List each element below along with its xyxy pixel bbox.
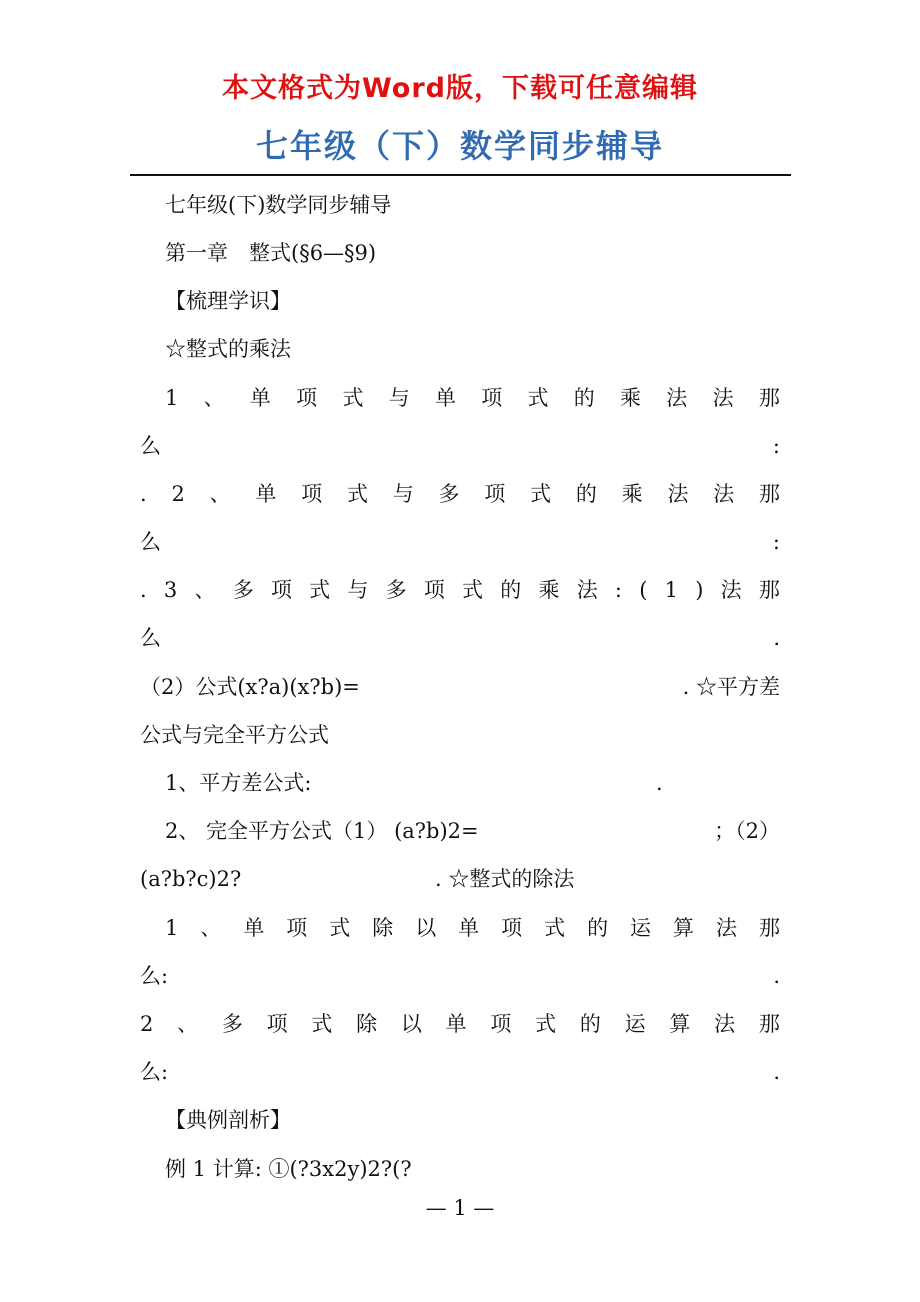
spaced-character: 式 — [462, 578, 484, 602]
spaced-character: 3 — [163, 578, 178, 602]
spaced-character: 式 — [309, 578, 331, 602]
text-fragment: (a?b?c)2? — [140, 867, 242, 891]
spaced-character: 那 — [758, 386, 780, 410]
spaced-character: 的 — [500, 578, 522, 602]
document-title: 七年级（下）数学同步辅导 — [255, 127, 664, 165]
spaced-character: 2 — [140, 1012, 154, 1036]
spaced-character: 式 — [544, 916, 566, 940]
spaced-character: 运 — [624, 1012, 646, 1036]
spaced-character: 单 — [255, 482, 277, 506]
spaced-character: 、 — [200, 916, 222, 940]
spaced-character: ( — [639, 578, 648, 602]
spaced-character: 项 — [296, 386, 318, 410]
spaced-character: 法 — [713, 482, 735, 506]
perfect-square-line — [165, 817, 780, 845]
text-fragment: : — [772, 434, 780, 458]
spaced-character: ) — [695, 578, 704, 602]
text-fragment: . — [773, 1060, 780, 1084]
spaced-character: 与 — [392, 482, 414, 506]
spaced-character: 法 — [576, 578, 598, 602]
spaced-character: 式 — [535, 1012, 557, 1036]
spaced-character: 1 — [165, 916, 179, 940]
spaced-character: 那 — [758, 1012, 780, 1036]
formula-line — [140, 673, 780, 701]
text-fragment: . — [656, 771, 663, 795]
spaced-character: 运 — [630, 916, 652, 940]
chapter-heading: 第一章 整式(§6—§9) — [165, 241, 377, 265]
spaced-character: 乘 — [538, 578, 560, 602]
rule-1-continuation — [140, 432, 780, 460]
download-banner: 本文格式为Word版，下载可任意编辑 — [221, 73, 698, 104]
topic-multiplication: ☆整式的乘法 — [165, 337, 291, 361]
spaced-character: 那 — [758, 578, 780, 602]
spaced-character: 项 — [501, 916, 523, 940]
spaced-character: 单 — [249, 386, 271, 410]
spaced-character: 式 — [311, 1012, 333, 1036]
spaced-character: 1 — [664, 578, 678, 602]
rule-2-line — [140, 480, 780, 508]
spaced-character: 与 — [347, 578, 369, 602]
rule-3-line — [140, 576, 780, 604]
spaced-character: 2 — [171, 482, 185, 506]
text-fragment: 么 — [140, 530, 161, 554]
subtitle-line: 七年级(下)数学同步辅导 — [165, 193, 392, 217]
topic-square-formulas: 公式与完全平方公式 — [140, 723, 329, 747]
title-divider — [130, 174, 791, 176]
rule-2-continuation — [140, 528, 780, 556]
spaced-character: 、 — [177, 1012, 199, 1036]
spaced-character: 单 — [458, 916, 480, 940]
spaced-character: 法 — [720, 578, 742, 602]
text-fragment: . — [773, 626, 780, 650]
text-fragment: ；（2） — [714, 819, 780, 843]
spaced-character: 法 — [667, 482, 689, 506]
spaced-character: 那 — [759, 482, 780, 506]
spaced-character: 以 — [415, 916, 437, 940]
spaced-character: : — [614, 578, 622, 602]
spaced-character: 式 — [342, 386, 364, 410]
spaced-character: 算 — [673, 916, 694, 940]
spaced-character: 除 — [356, 1012, 378, 1036]
spaced-character: 项 — [490, 1012, 512, 1036]
spaced-character: 法 — [712, 386, 734, 410]
spaced-character: 多 — [232, 578, 254, 602]
spaced-character: 的 — [579, 1012, 601, 1036]
text-fragment: 么 — [140, 434, 161, 458]
division-rule-1-continuation — [140, 962, 780, 990]
spaced-character: 项 — [481, 386, 503, 410]
spaced-character: 算 — [669, 1012, 691, 1036]
text-fragment: 1、平方差公式: — [165, 771, 312, 795]
page-number: — 1 — — [425, 1196, 495, 1220]
spaced-character: 法 — [715, 916, 737, 940]
spaced-character: 单 — [243, 916, 265, 940]
text-fragment: . ☆平方差 — [682, 675, 780, 699]
spaced-character: 单 — [445, 1012, 467, 1036]
spaced-character: . — [140, 578, 147, 602]
spaced-character: 法 — [666, 386, 688, 410]
rule-1-line — [165, 384, 780, 412]
spaced-character: 的 — [587, 916, 609, 940]
spaced-character: 以 — [400, 1012, 422, 1036]
spaced-character: 式 — [346, 482, 368, 506]
text-fragment: . ☆整式的除法 — [435, 867, 575, 891]
spaced-character: 项 — [286, 916, 308, 940]
perfect-square-continuation — [140, 865, 780, 893]
text-fragment: 么: — [140, 1060, 169, 1084]
spaced-character: 项 — [484, 482, 506, 506]
text-fragment: 么 — [140, 626, 161, 650]
text-fragment: : — [772, 530, 780, 554]
text-fragment: . — [773, 964, 780, 988]
spaced-character: 项 — [423, 578, 445, 602]
spaced-character: 、 — [209, 482, 231, 506]
spaced-character: 乘 — [621, 482, 643, 506]
division-rule-1-line — [165, 914, 780, 942]
spaced-character: 多 — [221, 1012, 243, 1036]
spaced-character: 项 — [301, 482, 323, 506]
spaced-character: 单 — [434, 386, 456, 410]
spaced-character: 式 — [530, 482, 552, 506]
spaced-character: 1 — [165, 386, 179, 410]
spaced-character: 除 — [372, 916, 394, 940]
text-fragment: 么: — [140, 964, 169, 988]
rule-3-continuation — [140, 624, 780, 652]
spaced-character: 的 — [575, 482, 597, 506]
spaced-character: 式 — [527, 386, 549, 410]
spaced-character: 法 — [714, 1012, 736, 1036]
spaced-character: 多 — [438, 482, 460, 506]
spaced-character: 项 — [270, 578, 292, 602]
spaced-character: 的 — [573, 386, 595, 410]
difference-of-squares-line — [165, 769, 780, 797]
text-fragment: 2、 完全平方公式（1） (a?b)2= — [165, 819, 479, 843]
spaced-character: 多 — [385, 578, 407, 602]
spaced-character: . — [140, 482, 147, 506]
section-heading-knowledge: 【梳理学识】 — [165, 289, 291, 313]
spaced-character: 乘 — [620, 386, 642, 410]
text-fragment: （2）公式(x?a)(x?b)= — [140, 675, 360, 699]
spaced-character: 那 — [758, 916, 780, 940]
spaced-character: 式 — [329, 916, 351, 940]
spaced-character: 项 — [266, 1012, 288, 1036]
section-heading-examples: 【典例剖析】 — [165, 1108, 291, 1132]
spaced-character: 、 — [194, 578, 216, 602]
division-rule-2-line — [140, 1010, 780, 1038]
spaced-character: 、 — [203, 386, 225, 410]
example-1-line: 例 1 计算: ①(?3x2y)2?(? — [165, 1157, 412, 1181]
division-rule-2-continuation — [140, 1058, 780, 1086]
spaced-character: 与 — [388, 386, 410, 410]
